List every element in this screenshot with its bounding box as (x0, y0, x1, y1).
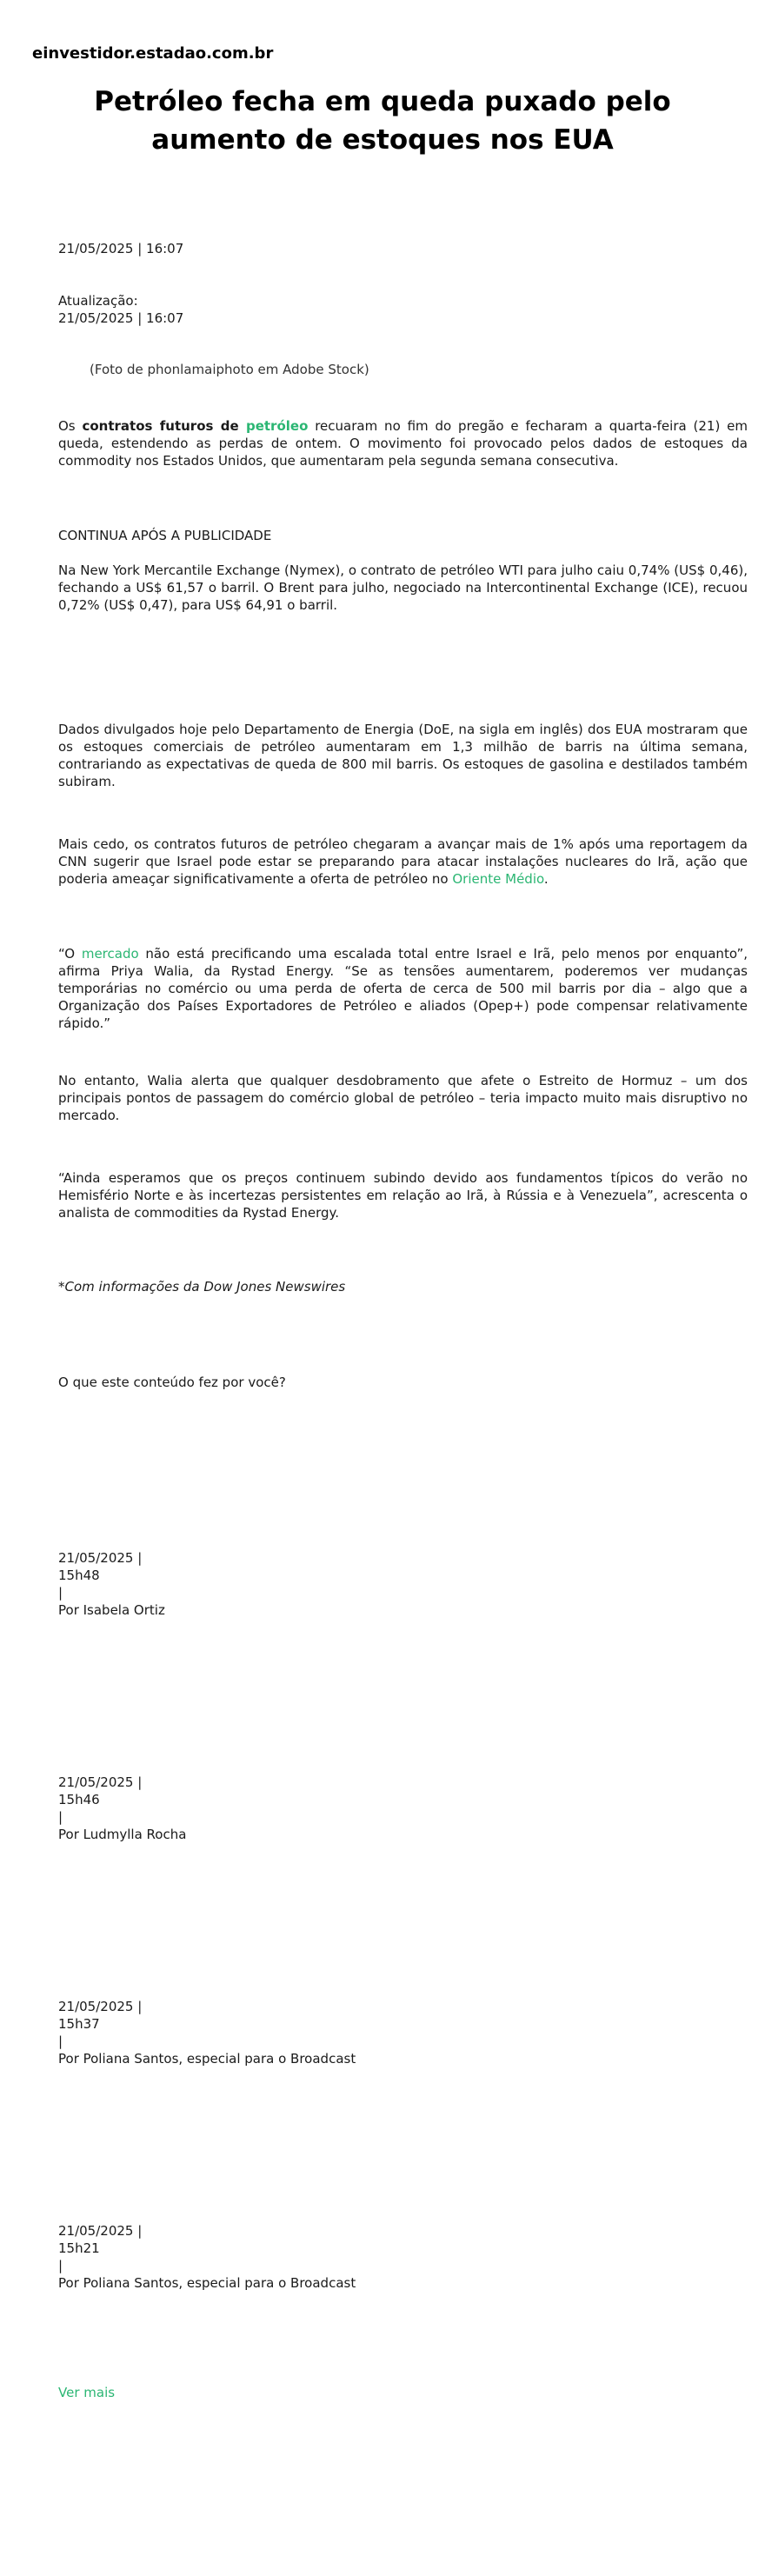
p1-post: recuaram no fim do pregão e fecharam a quarta-feira (21) em queda, estendendo as perdas de ontem. O movimento foi provocado pelos dados de estoques da commodity nos Estados Unidos, que aumentaram pela segunda semana consecutiva. (58, 418, 748, 469)
related-author: Por Poliana Santos, especial para o Broadcast (58, 2051, 356, 2067)
related-time: 15h46 (58, 1792, 100, 1807)
paragraph-1 (58, 417, 748, 469)
related-author: Por Isabela Ortiz (58, 1602, 165, 1618)
related-separator: | (58, 2258, 63, 2273)
article-title: Petróleo fecha em queda puxado pelo aumento de estoques nos EUA (94, 86, 671, 156)
related-separator: | (58, 1809, 63, 1825)
ad-label: CONTINUA APÓS A PUBLICIDADE (58, 528, 272, 543)
related-time: 15h21 (58, 2240, 100, 2256)
related-date: 21/05/2025 | (58, 2223, 143, 2239)
paragraph-3: Dados divulgados hoje pelo Departamento de Energia (DoE, na sigla em inglês) dos EUA mostraram que os estoques comerciais de petróleo aumentaram em 1,3 milhão de barris na última semana, contrariando as expectativas de queda de 800 mil barris. Os estoques de gasolina e destilados também subiram. (58, 722, 748, 789)
related-date: 21/05/2025 | (58, 1999, 143, 2014)
paragraph-4 (58, 835, 748, 888)
source-credit: *Com informações da Dow Jones Newswires (58, 1279, 346, 1295)
site-name-link[interactable]: einvestidor.estadao.com.br (32, 44, 274, 63)
related-date: 21/05/2025 | (58, 1550, 143, 1566)
related-author: Por Poliana Santos, especial para o Broadcast (58, 2275, 356, 2291)
related-time: 15h48 (58, 1568, 100, 1583)
p5-post: não está precificando uma escalada total entre Israel e Irã, pelo menos por enquanto”, afirma Priya Walia, da Rystad Energy. “Se as tensões aumentarem, poderemos ver mudanças temporárias no comércio ou uma perda de oferta de cerca de 500 mil barris por dia – algo que a Organização dos Países Exportadores de Petróleo e aliados (Opep+) pode compensar relativamente rápido.” (58, 946, 748, 1031)
p5-pre: “O (58, 946, 82, 962)
related-separator: | (58, 1585, 63, 1601)
related-item-3[interactable] (58, 1998, 356, 2067)
related-date: 21/05/2025 | (58, 1774, 143, 1790)
mercado-link[interactable]: mercado (81, 946, 139, 962)
paragraph-2: Na New York Mercantile Exchange (Nymex), o contrato de petróleo WTI para julho caiu 0,74% (US$ 0,46), fechando a US$ 61,57 o barril. O Brent para julho, negociado na Intercontinental Exchange (ICE), recuou 0,72% (US$ 0,47), para US$ 64,91 o barril. (58, 562, 748, 613)
related-author: Por Ludmylla Rocha (58, 1827, 187, 1842)
related-item-4[interactable] (58, 2222, 356, 2292)
published-date: 21/05/2025 | 16:07 (58, 241, 184, 256)
update-info (58, 292, 183, 327)
petroleo-link[interactable]: petróleo (245, 418, 309, 434)
related-time: 15h37 (58, 2016, 100, 2032)
ver-mais-link[interactable]: Ver mais (58, 2385, 116, 2400)
photo-caption: (Foto de phonlamaiphoto em Adobe Stock) (90, 362, 369, 377)
p4-pre: Mais cedo, os contratos futuros de petróleo chegaram a avançar mais de 1% após uma reportagem da CNN sugerir que Israel pode estar se preparando para atacar instalações nucleares do Irã, ação que poderia ameaçar significativamente a oferta de petróleo no (58, 836, 748, 887)
paragraph-7: “Ainda esperamos que os preços continuem subindo devido aos fundamentos típicos do verão no Hemisfério Norte e às incertezas persistentes em relação ao Irã, à Rússia e à Venezuela”, acrescenta o analista de commodities da Rystad Energy. (58, 1170, 748, 1221)
p1-bold: contratos futuros de (82, 418, 246, 434)
paragraph-6: No entanto, Walia alerta que qualquer desdobramento que afete o Estreito de Hormuz – um dos principais pontos de passagem do comércio global de petróleo – teria impacto muito mais disruptivo no mercado. (58, 1073, 748, 1123)
feedback-question: O que este conteúdo fez por você? (58, 1375, 286, 1390)
p1-pre: Os (58, 418, 83, 434)
update-label: Atualização: (58, 293, 138, 309)
paragraph-5 (58, 945, 748, 1032)
oriente-medio-link[interactable]: Oriente Médio (452, 871, 544, 887)
related-item-1[interactable] (58, 1549, 165, 1619)
p4-post: . (543, 871, 549, 887)
related-separator: | (58, 2034, 63, 2049)
related-item-2[interactable] (58, 1774, 186, 1843)
update-date: 21/05/2025 | 16:07 (58, 310, 184, 326)
